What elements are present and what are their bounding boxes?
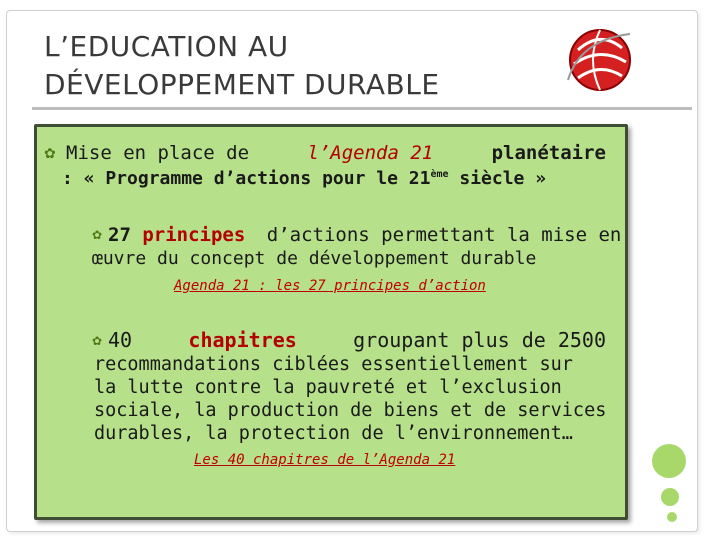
sub2-link[interactable]: Les 40 chapitres de l’Agenda 21 bbox=[194, 452, 456, 468]
sub1-line2: œuvre du concept de développement durable bbox=[92, 248, 537, 269]
sub2-text1: groupant plus de 2500 bbox=[353, 328, 606, 352]
main-bullet-icon: ✿ bbox=[44, 146, 56, 162]
decor-circle-medium bbox=[661, 488, 679, 506]
title-line-1: L’EDUCATION AU bbox=[44, 30, 289, 63]
sub2-line5: durables, la protection de l’environnement… bbox=[94, 423, 573, 444]
sub1-text1: d’actions permettant la mise en bbox=[266, 224, 622, 246]
sub2-bullet-icon: ✿ bbox=[92, 334, 103, 348]
main-bullet-line1 bbox=[66, 142, 606, 164]
sub2-line2: recommandations ciblées essentiellement sur bbox=[94, 354, 573, 375]
decor-circle-small bbox=[667, 512, 677, 522]
sub2-line3: la lutte contre la pauvreté et l’exclusion bbox=[94, 377, 562, 398]
sub2-number: 40 bbox=[108, 328, 133, 352]
sub1-bullet-icon: ✿ bbox=[92, 228, 103, 242]
main-bullet-post: planétaire bbox=[491, 142, 606, 164]
sub2-line1 bbox=[108, 328, 606, 352]
sub1-line1 bbox=[108, 224, 621, 246]
sub1-label: principes bbox=[142, 224, 246, 246]
globe-swirl-logo-icon bbox=[560, 20, 640, 100]
title-divider bbox=[32, 107, 692, 110]
sub2-label: chapitres bbox=[188, 328, 297, 352]
sub1-number: 27 bbox=[108, 224, 131, 246]
sub1-link[interactable]: Agenda 21 : les 27 principes d’action bbox=[174, 278, 486, 294]
main-bullet-pre: Mise en place de bbox=[66, 142, 250, 164]
sub2-line4: sociale, la production de biens et de services bbox=[94, 400, 607, 421]
slide-title bbox=[44, 28, 440, 104]
decor-circle-large bbox=[652, 444, 686, 478]
main-bullet-line2-pre: : « Programme d’actions pour le 21 bbox=[62, 168, 431, 189]
agenda-label: l’Agenda 21 bbox=[307, 142, 434, 164]
title-line-2: DÉVELOPPEMENT DURABLE bbox=[44, 68, 440, 101]
main-bullet-line2-post: siècle » bbox=[459, 168, 547, 189]
main-bullet-sup: ème bbox=[430, 169, 449, 180]
main-bullet-line2 bbox=[62, 168, 546, 189]
